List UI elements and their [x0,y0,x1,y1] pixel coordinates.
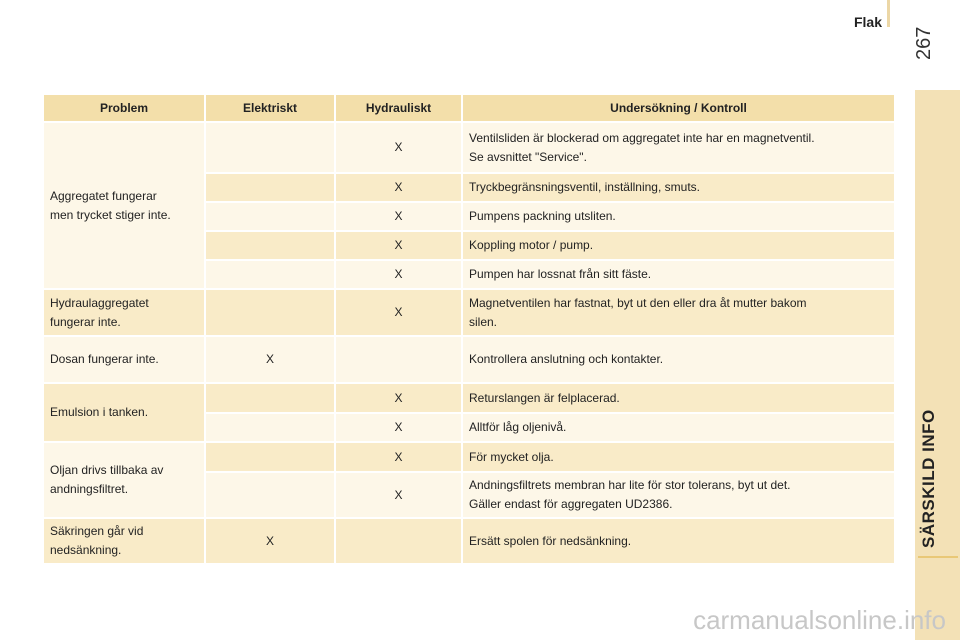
check-text: Pumpen har lossnat från sitt fäste. [469,267,652,281]
problem-cell [44,337,204,382]
electrical-cell [206,473,334,517]
problem-text: Aggregatet fungerar [50,188,157,203]
electrical-cell [206,261,334,288]
electrical-cell: X [206,519,334,563]
problem-cell [44,519,204,563]
check-text: Magnetventilen har fastnat, byt ut den eller dra åt mutter bakom [469,295,807,310]
hydraulic-cell: X [336,232,461,259]
electrical-cell: X [206,337,334,382]
troubleshooting-table [44,95,892,563]
hydraulic-cell: X [336,384,461,412]
check-text: Andningsfiltrets membran har lite för stor tolerans, byt ut det. [469,478,791,492]
check-text: För mycket olja. [469,449,554,464]
electrical-cell [206,443,334,471]
problem-text: Emulsion i tanken. [50,405,149,419]
problem-text: nedsänkning. [50,543,122,557]
check-cell [463,384,894,412]
side-tab-accent [918,556,958,558]
electrical-cell [206,123,334,172]
check-cell [463,174,894,201]
check-cell [463,519,894,563]
hydraulic-cell: X [336,473,461,517]
check-cell [463,290,894,335]
check-text: silen. [469,314,498,329]
check-cell [463,473,894,517]
check-text: Gäller endast för aggregaten UD2386. [469,497,673,511]
hydraulic-cell: X [336,290,461,335]
problem-text: Oljan drivs tillbaka av [50,463,164,477]
check-text: Returslangen är felplacerad. [469,390,620,405]
check-text: Pumpens packning utsliten. [469,209,616,223]
column-header-hydraulic: Hydrauliskt [336,95,461,121]
electrical-cell [206,232,334,259]
check-cell [463,203,894,230]
page-number: 267 [913,26,935,60]
check-cell [463,337,894,382]
check-text: Koppling motor / pump. [469,238,594,252]
check-text: Alltför låg oljenivå. [469,420,567,434]
section-title: Flak [853,14,882,30]
check-cell [463,123,894,172]
electrical-cell [206,384,334,412]
hydraulic-cell: X [336,203,461,230]
hydraulic-cell: X [336,443,461,471]
electrical-cell [206,174,334,201]
check-cell [463,261,894,288]
electrical-cell [206,290,334,335]
check-cell [463,232,894,259]
side-tab-label: SÄRSKILD INFO [919,409,938,548]
problem-text: men trycket stiger inte. [50,207,171,222]
check-cell [463,414,894,441]
check-text: Ersätt spolen för nedsänkning. [469,533,632,548]
column-header-check: Undersökning / Kontroll [463,95,894,121]
hydraulic-cell: X [336,123,461,172]
check-cell [463,443,894,471]
column-header-electrical: Elektriskt [206,95,334,121]
problem-cell [44,443,204,517]
problem-cell [44,290,204,335]
check-text: Tryckbegränsningsventil, inställning, smuts. [469,180,700,194]
hydraulic-cell: X [336,174,461,201]
electrical-cell [206,203,334,230]
problem-cell [44,123,204,288]
electrical-cell [206,414,334,441]
hydraulic-cell: X [336,261,461,288]
hydraulic-cell [336,519,461,563]
problem-text: Hydraulaggregatet [50,295,149,310]
watermark: carmanualsonline.info [693,605,946,635]
hydraulic-cell [336,337,461,382]
check-text: Kontrollera anslutning och kontakter. [469,352,664,366]
header-divider [887,0,890,27]
check-text: Se avsnittet "Service". [469,149,587,164]
check-text: Ventilsliden är blockerad om aggregatet inte har en magnetventil. [469,130,815,145]
hydraulic-cell: X [336,414,461,441]
problem-text: andningsfiltret. [50,482,129,496]
problem-text: Säkringen går vid [50,524,144,538]
column-header-problem: Problem [44,95,204,121]
problem-cell [44,384,204,441]
problem-text: Dosan fungerar inte. [50,352,159,366]
problem-text: fungerar inte. [50,314,121,329]
